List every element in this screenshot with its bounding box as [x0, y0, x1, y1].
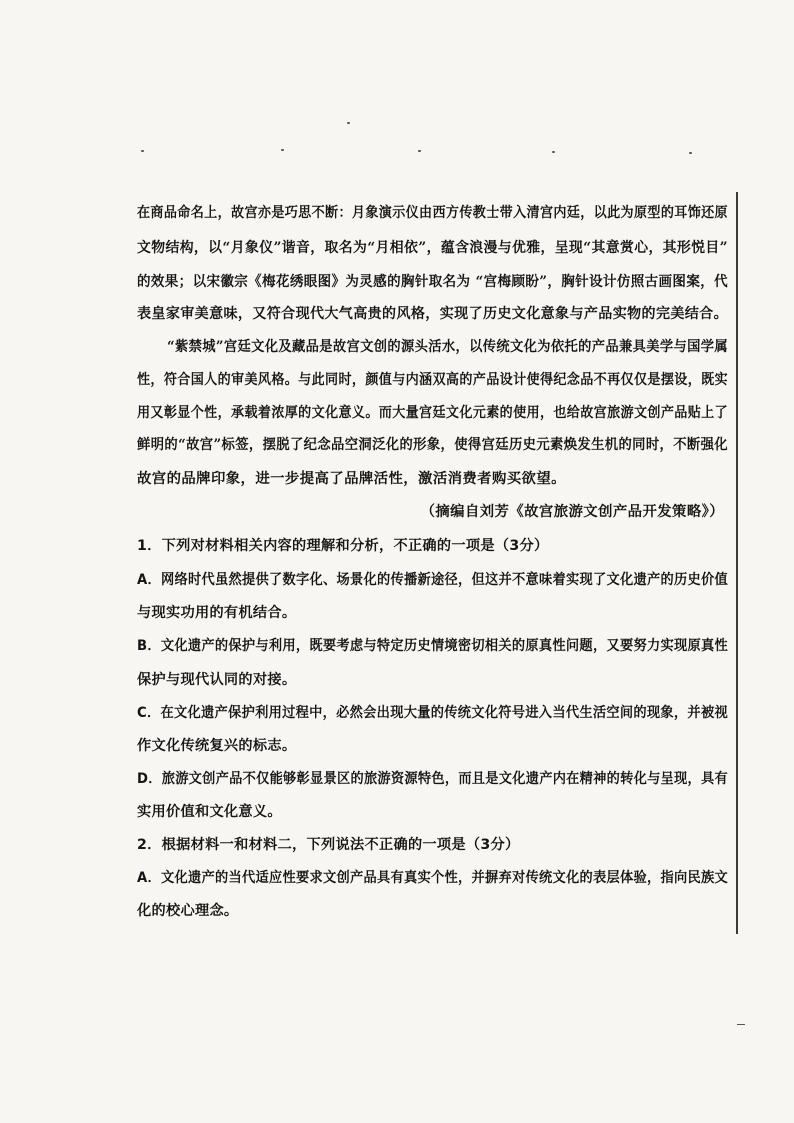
option-d: D．旅游文创产品不仅能够彰显景区的旅游资源特色，而且是文化遗产内在精神的转化与呈现，具有	[137, 771, 728, 787]
passage-line: 文物结构，以“月象仪”谐音，取名为“月相依”，蕴含浪漫与优雅，呈现“其意赏心，其形悦目”	[137, 239, 728, 256]
scan-speck	[347, 122, 350, 124]
option-c-cont: 作文化传统复兴的标志。	[137, 738, 297, 754]
scan-dash	[737, 1024, 745, 1025]
scan-speck	[552, 151, 555, 153]
option-b: B．文化遗产的保护与利用，既要考虑与特定历史情境密切相关的原真性问题，又要努力实现原真性	[137, 638, 728, 654]
option-a-cont: 化的校心理念。	[137, 903, 239, 919]
passage-line: “紫禁城”宫廷文化及藏品是故宫文创的源头活水，以传统文化为依托的产品兼具美学与国学属	[167, 338, 728, 355]
scan-speck	[141, 150, 144, 152]
option-a: A．网络时代虽然提供了数字化、场景化的传播新途径，但这并不意味着实现了文化遗产的历史价值	[137, 572, 728, 588]
scan-speck	[281, 149, 284, 151]
margin-rule	[736, 192, 738, 934]
scan-speck	[689, 152, 692, 154]
passage-line: 鲜明的“故宫”标签，摆脱了纪念品空洞泛化的形象，使得宫廷历史元素焕发生机的同时，不断强化	[137, 436, 729, 453]
question-stem: 1．下列对材料相关内容的理解和分析，不正确的一项是（3分）	[137, 538, 549, 554]
option-a: A．文化遗产的当代适应性要求文创产品具有真实个性，并摒弃对传统文化的表层体验，指向民族文	[137, 870, 728, 886]
passage-line: 性，符合国人的审美风格。与此同时，颜值与内涵双高的产品设计使得纪念品不再仅仅是摆设，既实	[137, 371, 728, 388]
option-d-cont: 实用价值和文化意义。	[137, 804, 282, 820]
scan-speck	[418, 150, 421, 152]
passage-line: 用又彰显个性，承载着浓厚的文化意义。而大量宫廷文化元素的使用，也给故宫旅游文创产品贴上了	[137, 404, 728, 421]
passage-line: 故宫的品牌印象，进一步提高了品牌活性，激活消费者购买欲望。	[137, 470, 566, 487]
passage-source: （摘编自刘芳《故宫旅游文创产品开发策略》）	[420, 503, 724, 520]
passage-line: 表皇家审美意味，又符合现代大气高贵的风格，实现了历史文化意象与产品实物的完美结合。	[137, 305, 729, 322]
option-c: C．在文化遗产保护利用过程中，必然会出现大量的传统文化符号进入当代生活空间的现象，并被视	[137, 705, 728, 721]
passage-line: 在商品命名上，故宫亦是巧思不断：月象演示仪由西方传教士带入清宫内廷，以此为原型的耳饰还原	[137, 204, 728, 221]
question-stem: 2．根据材料一和材料二，下列说法不正确的一项是（3分）	[137, 837, 520, 853]
option-b-cont: 保护与现代认同的对接。	[137, 672, 297, 688]
passage-line: 的效果；以宋徽宗《梅花绣眼图》为灵感的胸针取名为 “宫梅顾盼”，胸针设计仿照古画图案，代	[137, 273, 728, 290]
option-a-cont: 与现实功用的有机结合。	[137, 605, 297, 621]
